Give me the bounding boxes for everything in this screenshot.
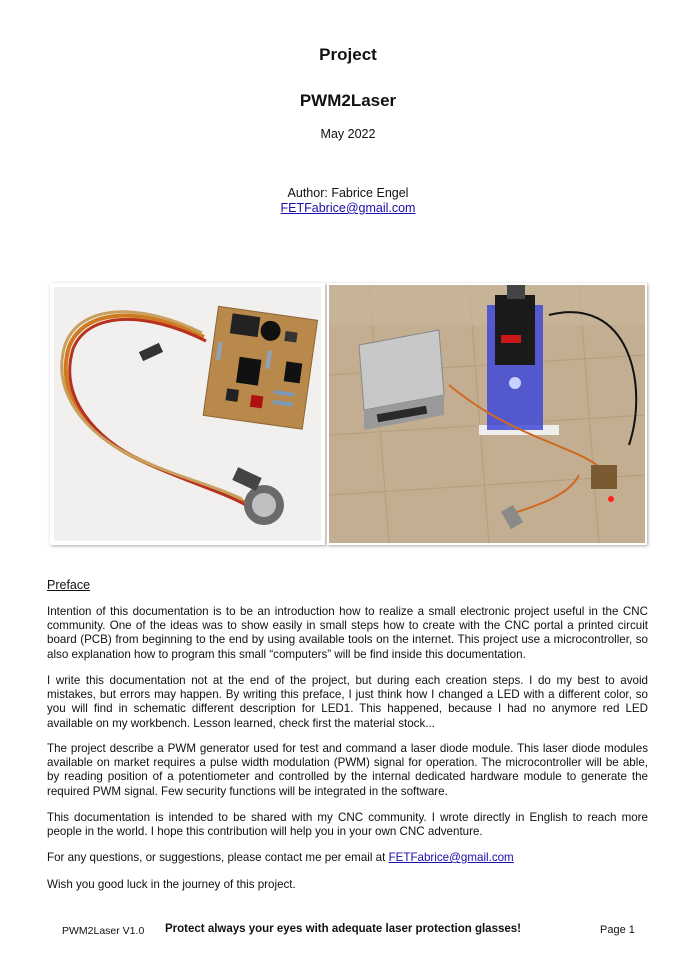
preface-paragraph-2: I write this documentation not at the end of the project, but during each creation steps. I do my best to avoid mistakes, but errors may happen. By writing this preface, I just think how I changed a LED with a different color, so you will find in schematic different description for LED1. This happened, because I had no anymore red LED available on my workbench. Lesson learned, check first the material stock... [47,674,648,730]
document-date: May 2022 [320,127,376,141]
preface-paragraph-4: This documentation is intended to be shared with my CNC community. I wrote directly in English to reach more people in the world. I hope this contribution will help you in your own CNC adventure. [47,811,648,839]
footer-version: PWM2Laser V1.0 [62,925,145,937]
preface-paragraph-1: Intention of this documentation is to be an introduction how to realize a small electronic project useful in the CNC community. One of the ideas was to show easily in small steps how to create with the CNC portal a printed circuit board (PCB) from beginning to the end by using available tools on the internet. This project use a microcontroller, so also explanation how to program this small “computers” will be find inside this documentation. [47,605,648,661]
laser-setup-photo [327,283,647,545]
project-name: PWM2Laser [299,91,397,110]
closing-paragraph: Wish you good luck in the journey of this project. [47,878,296,891]
footer-page-number: Page 1 [600,924,635,936]
contact-paragraph [47,851,648,865]
preface-heading: Preface [47,578,91,592]
contact-email-link[interactable]: FETFabrice@gmail.com [388,851,514,864]
author-email-line [0,201,696,215]
preface-paragraph-3: The project describe a PWM generator used for test and command a laser diode module. This laser diode modules available on market requires a pulse width modulation (PWM) signal for operation. The microcontroller will be able, by reading position of a potentiometer and controlled by the internal dedicated hardware module to generate the required PWM signal. Few security functions will be integrated in the software. [47,742,648,798]
author-line: Author: Fabrice Engel [287,186,409,200]
footer-warning: Protect always your eyes with adequate laser protection glasses! [165,923,521,935]
author-email-link[interactable]: FETFabrice@gmail.com [280,201,416,215]
pcb-photo [50,283,325,545]
contact-text: For any questions, or suggestions, please contact me per email at [47,851,389,864]
document-title: Project [319,45,377,64]
